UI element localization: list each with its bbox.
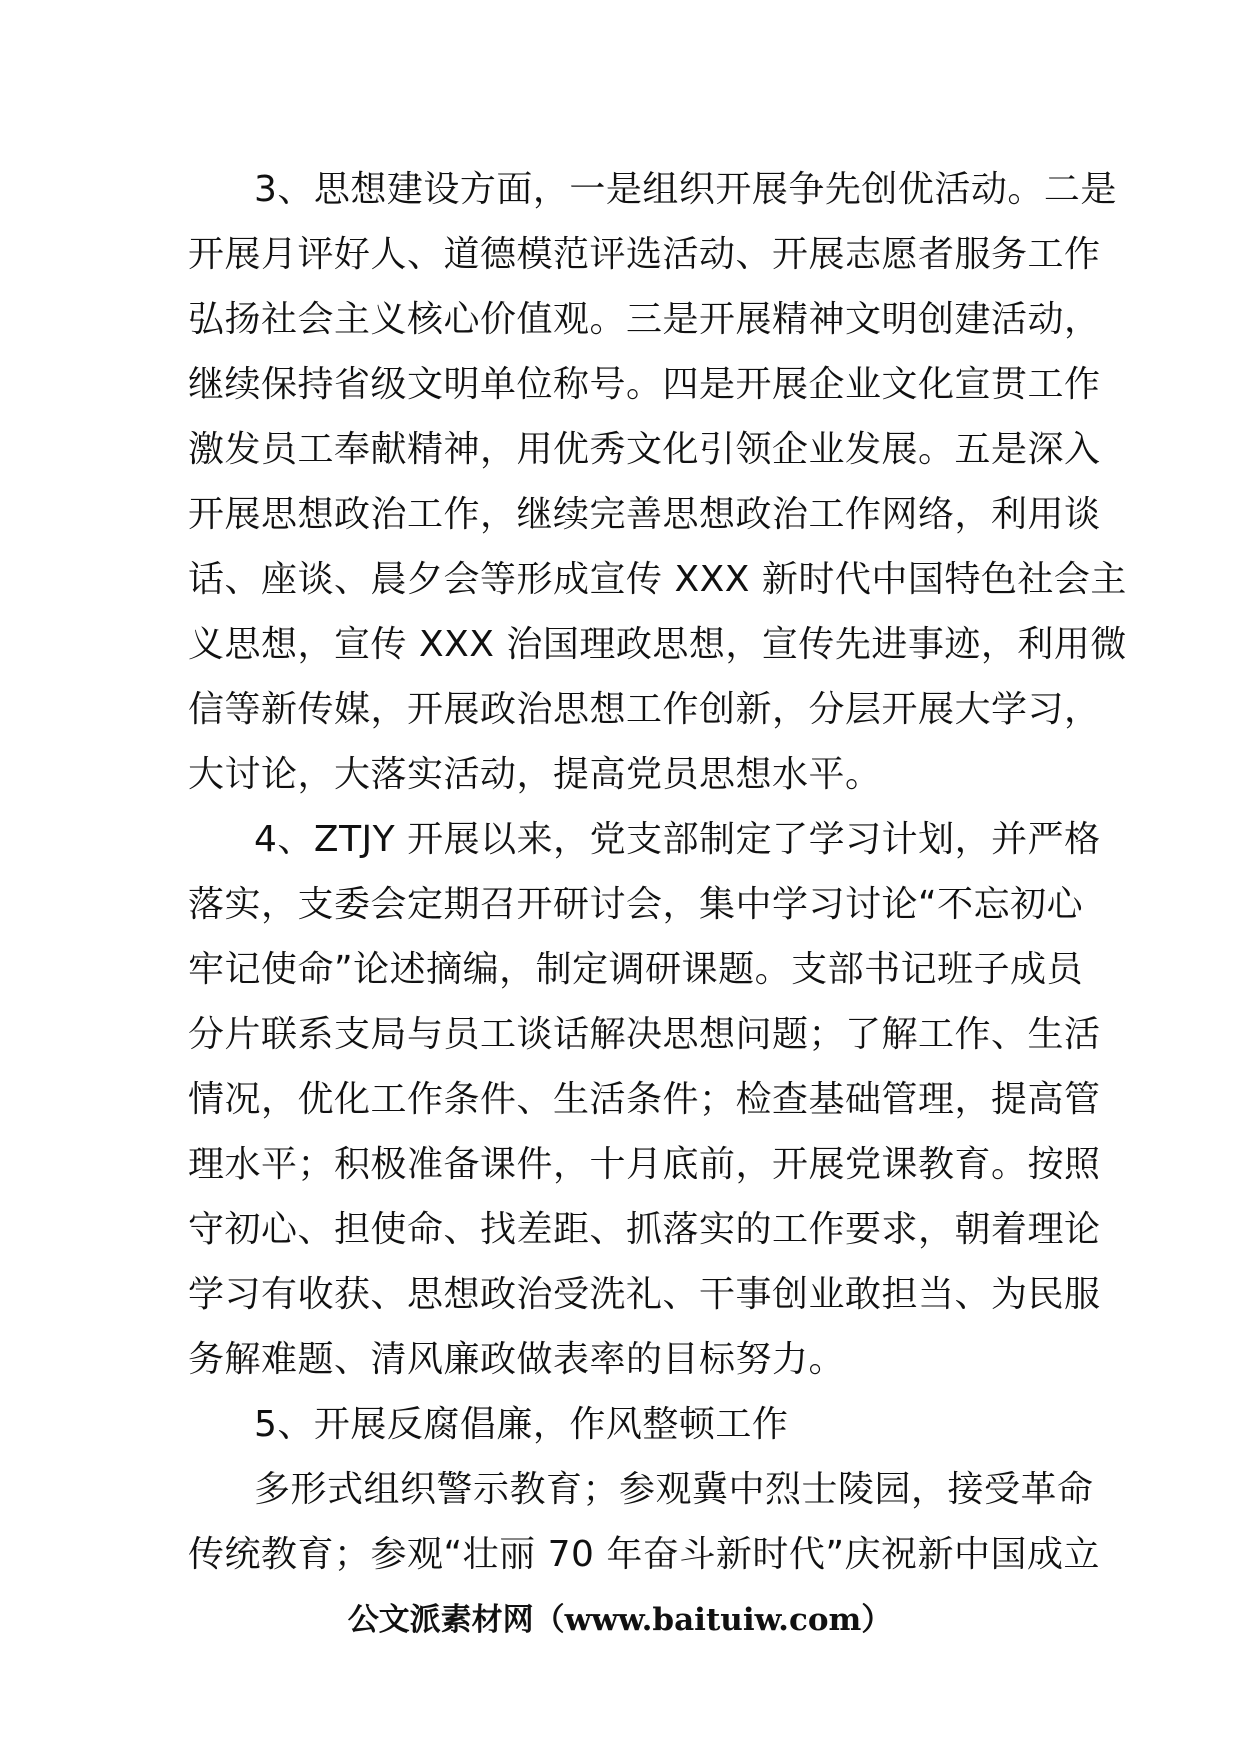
paragraph-3-line-2: 开展月评好人、道德模范评选活动、开展志愿者服务工作	[188, 234, 1101, 275]
paragraph-3-line-10: 大讨论，大落实活动，提高党员思想水平。	[188, 754, 882, 795]
paragraph-5-line-1: 多形式组织警示教育；参观冀中烈士陵园，接受革命	[254, 1469, 1094, 1510]
paragraph-3-line-7: 话、座谈、晨夕会等形成宣传 XXX 新时代中国特色社会主	[188, 559, 1127, 600]
footer-watermark: 公文派素材网（www.baituiw.com）	[347, 1602, 893, 1638]
paragraph-3-line-3: 弘扬社会主义核心价值观。三是开展精神文明创建活动，	[188, 299, 1101, 340]
paragraph-4-line-2: 落实，支委会定期召开研讨会，集中学习讨论“不忘初心	[188, 884, 1084, 925]
paragraph-4-line-9: 务解难题、清风廉政做表率的目标努力。	[188, 1339, 846, 1380]
paragraph-4-line-4: 分片联系支局与员工谈话解决思想问题；了解工作、生活	[188, 1014, 1101, 1055]
paragraph-3-line-6: 开展思想政治工作，继续完善思想政治工作网络，利用谈	[188, 494, 1101, 535]
document-body	[188, 157, 1127, 1587]
paragraph-5-line-2: 传统教育；参观“壮丽 70 年奋斗新时代”庆祝新中国成立	[188, 1534, 1100, 1575]
paragraph-4-line-3: 牢记使命”论述摘编，制定调研课题。支部书记班子成员	[188, 949, 1084, 990]
paragraph-4-line-5: 情况，优化工作条件、生活条件；检查基础管理，提高管	[188, 1079, 1101, 1120]
paragraph-4-line-6: 理水平；积极准备课件，十月底前，开展党课教育。按照	[188, 1144, 1101, 1185]
paragraph-4-line-7: 守初心、担使命、找差距、抓落实的工作要求，朝着理论	[188, 1209, 1101, 1250]
paragraph-3-line-9: 信等新传媒，开展政治思想工作创新，分层开展大学习，	[188, 689, 1101, 730]
paragraph-4-line-8: 学习有收获、思想政治受洗礼、干事创业敢担当、为民服	[188, 1274, 1101, 1315]
paragraph-4-line-1: 4、ZTJY 开展以来，党支部制定了学习计划，并严格	[254, 819, 1101, 860]
section-5-heading: 5、开展反腐倡廉，作风整顿工作	[254, 1404, 789, 1445]
paragraph-3-line-1: 3、思想建设方面，一是组织开展争先创优活动。二是	[254, 169, 1117, 210]
paragraph-3-line-5: 激发员工奉献精神，用优秀文化引领企业发展。五是深入	[188, 429, 1101, 470]
paragraph-3-line-8: 义思想，宣传 XXX 治国理政思想，宣传先进事迹，利用微	[188, 624, 1127, 665]
paragraph-3-line-4: 继续保持省级文明单位称号。四是开展企业文化宣贯工作	[188, 364, 1101, 405]
